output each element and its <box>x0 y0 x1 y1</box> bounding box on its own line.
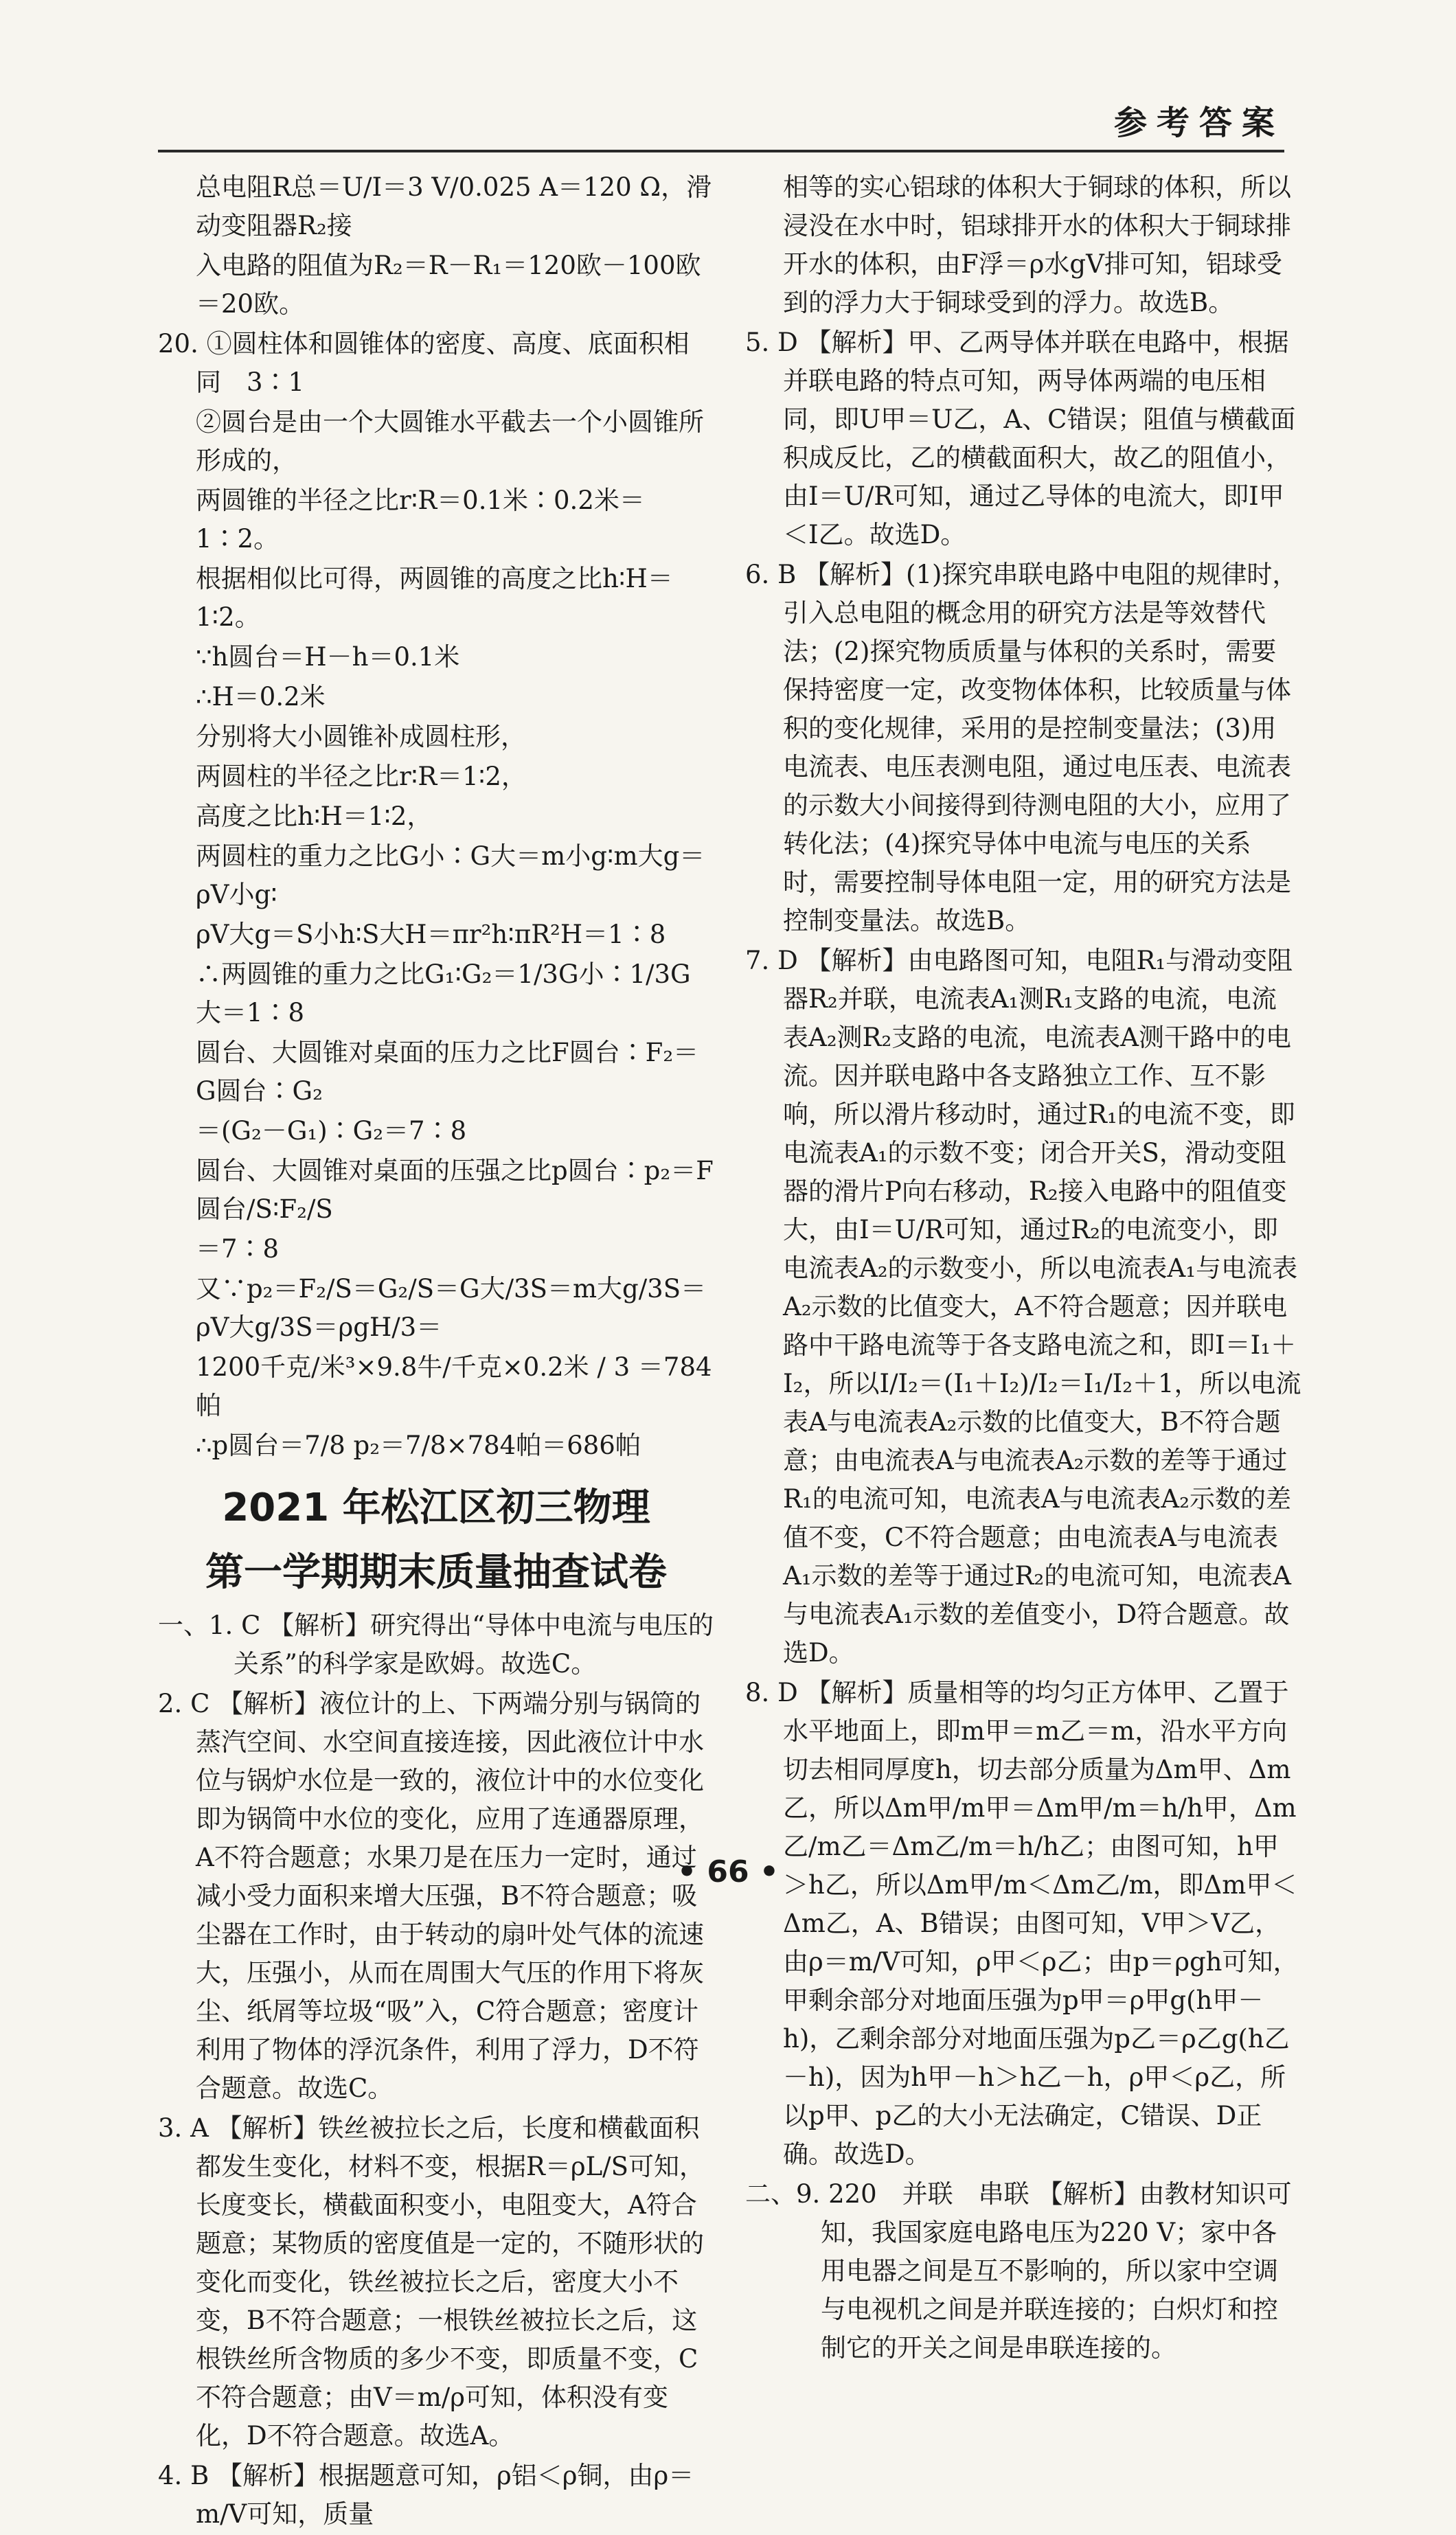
answer-line: 入电路的阻值为R₂＝R－R₁＝120欧－100欧＝20欧。 <box>196 251 701 319</box>
answer-q20-line: 1200千克/米³×9.8牛/千克×0.2米 / 3 ＝784帕 <box>196 1352 712 1420</box>
answer-q4: 4. B 【解析】根据题意可知，ρ铝＜ρ铜，由ρ＝m/V可知，质量 <box>158 2461 694 2529</box>
answer-q20-line: ＝7∶8 <box>196 1234 280 1264</box>
answer-q3: 3. A 【解析】铁丝被拉长之后，长度和横截面积都发生变化，材料不变，根据R＝ρL/S可知，长度变长，横截面积变小，电阻变大，A符合题意；某物质的密度值是一定的，不随形状的变化而变化，铁丝被拉长之后，密度大小不变，B不符合题意；一根铁丝被拉长之后，这根铁丝所含物质的多少不变，即质量不变，C不符合题意；由V＝m/ρ可知，体积没有变化，D不符合题意。故选A。 <box>158 2113 705 2451</box>
answer-q20-line: 又∵p₂＝F₂/S＝G₂/S＝G大/3S＝m大g/3S＝ρV大g/3S＝ρgH/3＝ <box>196 1274 707 1342</box>
answer-q20-line: ＝(G₂－G₁)∶G₂＝7∶8 <box>196 1116 467 1146</box>
answer-q20-line: 两圆柱的半径之比r∶R＝1∶2， <box>196 762 527 791</box>
answer-q20-line: 分别将大小圆锥补成圆柱形， <box>196 722 526 751</box>
right-column <box>745 168 1301 2369</box>
page-header <box>158 88 1284 152</box>
answer-line: 总电阻R总＝U/I＝3 V/0.025 A＝120 Ω，滑动变阻器R₂接 <box>196 172 712 240</box>
answer-q6: 6. B 【解析】(1)探究串联电路中电阻的规律时，引入总电阻的概念用的研究方法是等效替代法；(2)探究物质质量与体积的关系时，需要保持密度一定，改变物体体积，比较质量与体积的变化规律，采用的是控制变量法；(3)用电流表、电压表测电阻，通过电压表、电流表的示数大小间接得到待测电阻的大小，应用了转化法；(4)探究导体中电流与电压的关系时，需要控制导体电阻一定，用的研究方法是控制变量法。故选B。 <box>745 560 1298 935</box>
left-column <box>158 168 714 2535</box>
answer-q20-line: ∴H＝0.2米 <box>196 682 326 712</box>
answer-q20-line: 圆台、大圆锥对桌面的压力之比F圆台∶F₂＝G圆台∶G₂ <box>196 1038 699 1106</box>
answer-q20-line: 圆台、大圆锥对桌面的压强之比p圆台∶p₂＝F圆台/S∶F₂/S <box>196 1156 714 1224</box>
answer-q20-line: 高度之比h∶H＝1∶2， <box>196 802 433 831</box>
header-title: 参考答案 <box>1113 104 1284 142</box>
answer-q20-line: ∴两圆锥的重力之比G₁∶G₂＝1/3G小∶1/3G大＝1∶8 <box>196 959 691 1027</box>
page-number: • 66 • <box>676 1854 780 1889</box>
answer-q20-line: ②圆台是由一个大圆锥水平截去一个小圆锥所形成的， <box>196 407 704 475</box>
answer-q20-line: ∵h圆台＝H－h＝0.1米 <box>196 642 460 672</box>
section-title-line2: 第一学期期末质量抽查试卷 <box>205 1550 667 1595</box>
answer-q1: 一、1. C 【解析】研究得出“导体中电流与电压的关系”的科学家是欧姆。故选C。 <box>158 1611 714 1679</box>
answer-q20-line: ∴p圆台＝7/8 p₂＝7/8×784帕＝686帕 <box>196 1431 641 1460</box>
answer-q20-line: 根据相似比可得，两圆锥的高度之比h∶H＝1∶2。 <box>196 564 673 632</box>
answer-q2: 2. C 【解析】液位计的上、下两端分别与锅筒的蒸汽空间、水空间直接连接，因此液位计中水位与锅炉水位是一致的，液位计中的水位变化即为锅筒中水位的变化，应用了连通器原理，A不符合题意；水果刀是在压力一定时，通过减小受力面积来增大压强，B不符合题意；吸尘器在工作时，由于转动的扇叶处气体的流速大，压强小，从而在周围大气压的作用下将灰尘、纸屑等垃圾“吸”入，C符合题意；密度计利用了物体的浮沉条件，利用了浮力，D不符合题意。故选C。 <box>158 1689 704 2103</box>
answer-q20-line: 两圆锥的半径之比r∶R＝0.1米∶0.2米＝1∶2。 <box>196 486 645 554</box>
answer-q9: 二、9. 220 并联 串联 【解析】由教材知识可知，我国家庭电路电压为220 V；家中各用电器之间是互不影响的，所以家中空调与电视机之间是并联连接的；白炽灯和控制它的开关之间是串联连接的。 <box>745 2179 1292 2363</box>
answer-q20-line: 两圆柱的重力之比G小∶G大＝m小g∶m大g＝ρV小g∶ <box>196 841 705 909</box>
answer-q5: 5. D 【解析】甲、乙两导体并联在电路中，根据并联电路的特点可知，两导体两端的电压相同，即U甲＝U乙，A、C错误；阻值与横截面积成反比，乙的横截面积大，故乙的阻值小，由I＝U/R可知，通过乙导体的电流大，即I甲＜I乙。故选D。 <box>745 328 1296 549</box>
answer-q20-line: 20. ①圆柱体和圆锥体的密度、高度、底面积相同 3∶1 <box>158 329 690 397</box>
section-title-line1: 2021 年松江区初三物理 <box>222 1486 650 1530</box>
answer-q8: 8. D 【解析】质量相等的均匀正方体甲、乙置于水平地面上，即m甲＝m乙＝m，沿水平方向切去相同厚度h，切去部分质量为Δm甲、Δm乙，所以Δm甲/m甲＝Δm甲/m＝h/h甲，Δm乙/m乙＝Δm乙/m＝h/h乙；由图可知，h甲＞h乙，所以Δm甲/m＜Δm乙/m，即Δm甲＜Δm乙，A、B错误；由图可知，V甲＞V乙，由ρ＝m/V可知，ρ甲＜ρ乙；由p＝ρgh可知，甲剩余部分对地面压强为p甲＝ρ甲g(h甲－h)，乙剩余部分对地面压强为p乙＝ρ乙g(h乙－h)，因为h甲－h＞h乙－h，ρ甲＜ρ乙，所以p甲、p乙的大小无法确定，C错误、D正确。故选D。 <box>745 1678 1299 2169</box>
answer-q4-continued: 相等的实心铝球的体积大于铜球的体积，所以浸没在水中时，铝球排开水的体积大于铜球排开水的体积，由F浮＝ρ水gV排可知，铝球受到的浮力大于铜球受到的浮力。故选B。 <box>783 172 1291 317</box>
answer-q7: 7. D 【解析】由电路图可知，电阻R₁与滑动变阻器R₂并联，电流表A₁测R₁支路的电流，电流表A₂测R₂支路的电流，电流表A测干路中的电流。因并联电路中各支路独立工作、互不影响，所以滑片移动时，通过R₁的电流不变，即电流表A₁的示数不变；闭合开关S，滑动变阻器的滑片P向右移动，R₂接入电路中的阻值变大，由I＝U/R可知，通过R₂的电流变小，即电流表A₂的示数变小，所以电流表A₁与电流表A₂示数的比值变大，A不符合题意；因并联电路中干路电流等于各支路电流之和，即I＝I₁＋I₂，所以I/I₂＝(I₁＋I₂)/I₂＝I₁/I₂＋1，所以电流表A与电流表A₂示数的比值变大，B不符合题意；由电流表A与电流表A₂示数的差等于通过R₁的电流可知，电流表A与电流表A₂示数的差值不变，C不符合题意；由电流表A与电流表A₁示数的差等于通过R₂的电流可知，电流表A与电流表A₁示数的差值变小，D符合题意。故选D。 <box>745 946 1301 1668</box>
answer-q20-line: ρV大g＝S小h∶S大H＝πr²h∶πR²H＝1∶8 <box>196 920 666 949</box>
